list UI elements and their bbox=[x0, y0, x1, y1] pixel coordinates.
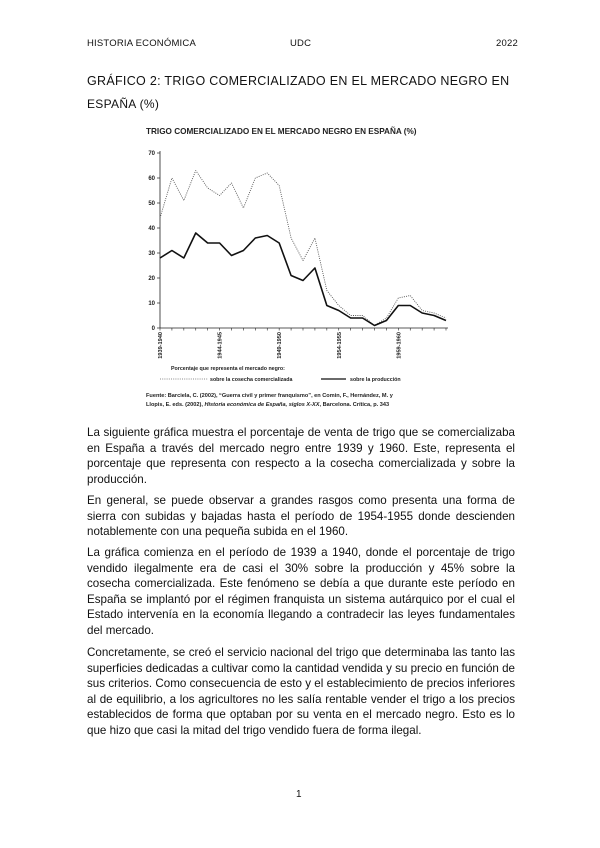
paragraph-1: La siguiente gráfica muestra el porcentaje de venta de trigo que se comercializaba en España a través del mercado negro entre 1939 y 1960. Este, representa el porcentaje que representa con respecto a la cosecha comercializada y sobre la producción. bbox=[87, 426, 515, 486]
source-line2-a: Llopis, E. eds. (2002), bbox=[146, 402, 205, 408]
series-line-cosecha bbox=[160, 171, 446, 326]
chart-figure bbox=[138, 122, 468, 412]
x-tick-label: 1949-1950 bbox=[277, 332, 284, 359]
paragraph-2: En general, se puede observar a grandes rasgos como presenta una forma de sierra con subidas y bajadas hasta el período de 1954-1955 donde descienden notablemente con una pequeña subida en el 1960. bbox=[87, 494, 515, 538]
header-center: UDC bbox=[290, 38, 312, 49]
figure-caption-line1: GRÁFICO 2: TRIGO COMERCIALIZADO EN EL MERCADO NEGRO EN bbox=[87, 74, 510, 88]
header-left: HISTORIA ECONÓMICA bbox=[87, 38, 196, 49]
chart-legend bbox=[160, 366, 401, 383]
figure-caption-line2: ESPAÑA (%) bbox=[87, 97, 160, 111]
source-line2-c: , Barcelona. Crítica, p. 343 bbox=[319, 402, 390, 408]
chart-series bbox=[160, 171, 446, 326]
legend-title: Porcentaje que representa el mercado negro: bbox=[171, 366, 285, 372]
y-tick-label: 10 bbox=[148, 301, 155, 308]
paragraph-4: Concretamente, se creó el servicio nacional del trigo que determinaba las tanto las superficies dedicadas a cultivar como la cantidad vendida y su precio en función de sus criterios. Como consecuencia de esto y el establecimiento de precios inferiores al de equilibrio, a los agricultores no les salía rentable vender el trigo a los precios establecidos de forma que optaban por su venta en el mercado negro. Esto es lo que hizo que casi la mitad del trigo vendido fuera de forma ilegal. bbox=[87, 646, 515, 737]
y-tick-label: 20 bbox=[148, 276, 155, 283]
x-tick-label: 1944-1945 bbox=[217, 332, 224, 359]
chart-title: TRIGO COMERCIALIZADO EN EL MERCADO NEGRO EN ESPAÑA (%) bbox=[146, 127, 417, 136]
chart-x-tick-labels bbox=[158, 332, 402, 359]
chart-source bbox=[146, 393, 394, 408]
y-tick-label: 50 bbox=[148, 201, 155, 208]
y-tick-label: 40 bbox=[148, 226, 155, 233]
source-line1: Fuente: Barciela, C. (2002), “Guerra civil y primer franquismo”, en Comin, F., Hernández, M. y bbox=[146, 393, 393, 399]
y-tick-label: 60 bbox=[148, 176, 155, 183]
series-line-produccion bbox=[160, 233, 446, 326]
legend-label-produccion: sobre la producción bbox=[350, 377, 401, 383]
y-tick-label: 30 bbox=[148, 251, 155, 258]
figure-caption bbox=[87, 70, 515, 116]
x-tick-label: 1939-1940 bbox=[158, 332, 164, 359]
page-number: 1 bbox=[296, 789, 302, 800]
header-right: 2022 bbox=[496, 38, 518, 49]
paragraph-3: La gráfica comienza en el período de 1939 a 1940, donde el porcentaje de trigo vendido ilegalmente era de casi el 30% sobre la producción y 45% sobre la cosecha comercializada. Este fenómeno se debía a que durante este período en España se implantó por el régimen franquista un sistema autárquico por el cual el Estado intervenía en la economía llegando a contradecir las leyes fundamentales del mercado. bbox=[87, 546, 515, 637]
source-line2 bbox=[146, 402, 389, 408]
line-chart bbox=[138, 122, 468, 412]
x-tick-label: 1954-1955 bbox=[336, 332, 343, 359]
y-tick-label: 0 bbox=[151, 326, 155, 333]
source-line2-italic: Historia económica de España, siglos X-XX bbox=[204, 402, 320, 408]
legend-label-cosecha: sobre la cosecha comercializada bbox=[210, 377, 293, 383]
y-tick-label: 70 bbox=[148, 151, 155, 158]
x-tick-label: 1959-1960 bbox=[396, 332, 403, 359]
